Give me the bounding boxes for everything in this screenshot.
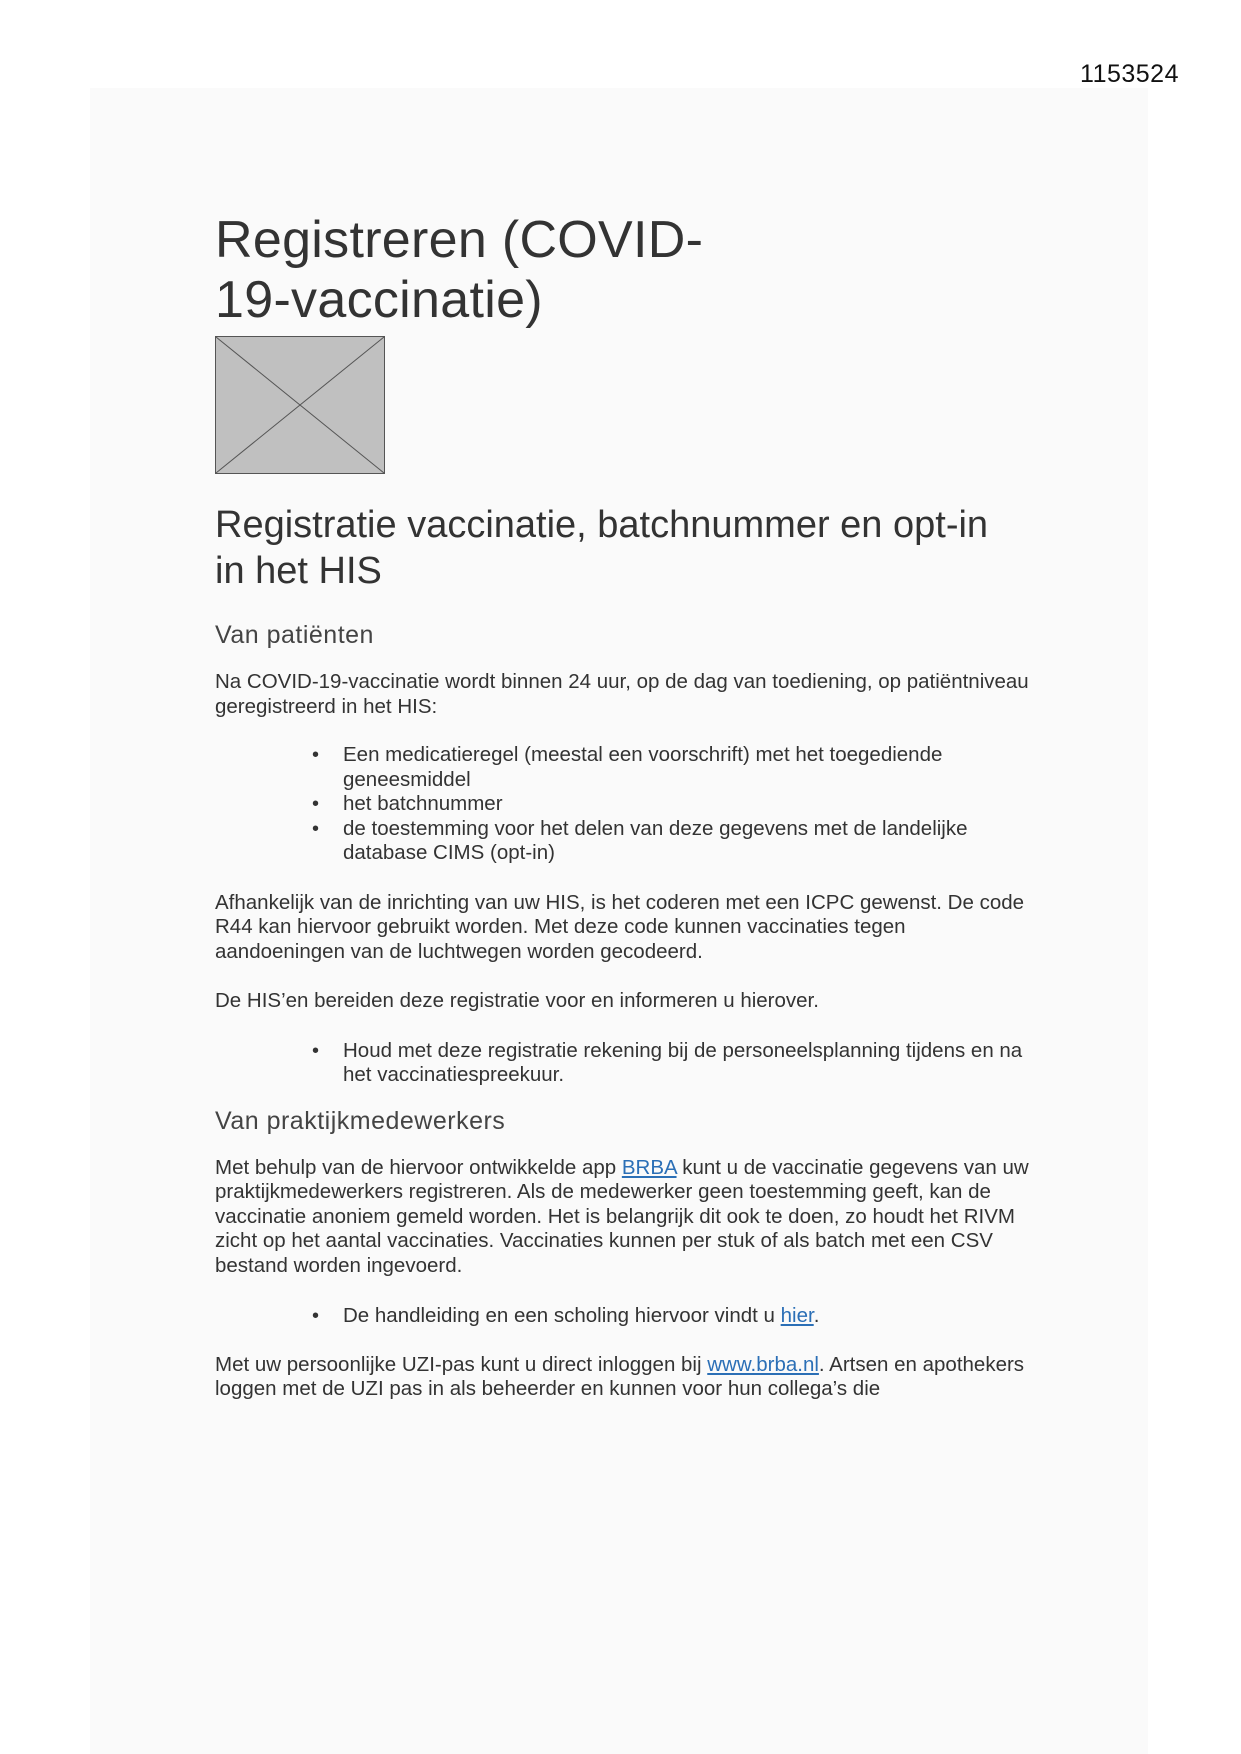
brba-link[interactable]: BRBA: [621, 1155, 677, 1179]
list-item: • De handleiding en een scholing hiervoor vindt u hier.: [343, 1304, 1035, 1329]
planning-note-list: [215, 1039, 1035, 1088]
manual-link[interactable]: hier: [780, 1304, 814, 1327]
staff-paragraph: Met behulp van de hiervoor ontwikkelde app BRBA kunt u de vaccinatie gegevens van uw praktijkmedewerkers registreren. Als de medewerker geen toestemming geeft, kan de vaccinatie anoniem gemeld worden. Het is belangrijk dit ook te doen, zo houdt het RIVM zicht op het aantal vaccinaties. Vaccinaties kunnen per stuk of als batch met een CSV bestand worden ingevoerd.: [215, 1155, 1029, 1277]
uzi-paragraph: Met uw persoonlijke UZI-pas kunt u direct inloggen bij www.brba.nl. Artsen en apothekers loggen met de UZI pas in als beheerder en kunnen voor hun collega’s die: [215, 1352, 1025, 1400]
brba-website-link[interactable]: www.brba.nl: [707, 1352, 819, 1376]
list-item: • het batchnummer: [343, 792, 1035, 817]
list-item: • Houd met deze registratie rekening bij de personeelsplanning tijdens en na het vaccinatiespreekuur.: [343, 1039, 1035, 1088]
document-id: 1153524: [1080, 60, 1179, 88]
list-item: • de toestemming voor het delen van deze gegevens met de landelijke database CIMS (opt-in): [343, 817, 1035, 866]
list-item: • Een medicatieregel (meestal een voorschrift) met het toegediende geneesmiddel: [343, 743, 1035, 792]
patients-intro: Na COVID-19-vaccinatie wordt binnen 24 uur, op de dag van toediening, op patiëntniveau geregistreerd in het HIS:: [215, 670, 1029, 718]
document-content: [215, 210, 1035, 1402]
staff-heading: Van praktijkmedewerkers: [215, 1106, 506, 1135]
broken-image-icon: [215, 336, 385, 474]
page-title: Registreren (COVID-19-vaccinatie): [215, 211, 704, 329]
section-title: Registratie vaccinatie, batchnummer en opt-in in het HIS: [215, 504, 989, 592]
his-paragraph: De HIS’en bereiden deze registratie voor en informeren u hierover.: [215, 989, 819, 1012]
patients-registration-list: [215, 743, 1035, 866]
icpc-paragraph: Afhankelijk van de inrichting van uw HIS, is het coderen met een ICPC gewenst. De code R44 kan hiervoor gebruikt worden. Met deze code kunnen vaccinaties tegen aandoeningen van de luchtwegen worden gecodeerd.: [215, 890, 1025, 963]
manual-list: [215, 1304, 1035, 1329]
patients-heading: Van patiënten: [215, 621, 374, 649]
